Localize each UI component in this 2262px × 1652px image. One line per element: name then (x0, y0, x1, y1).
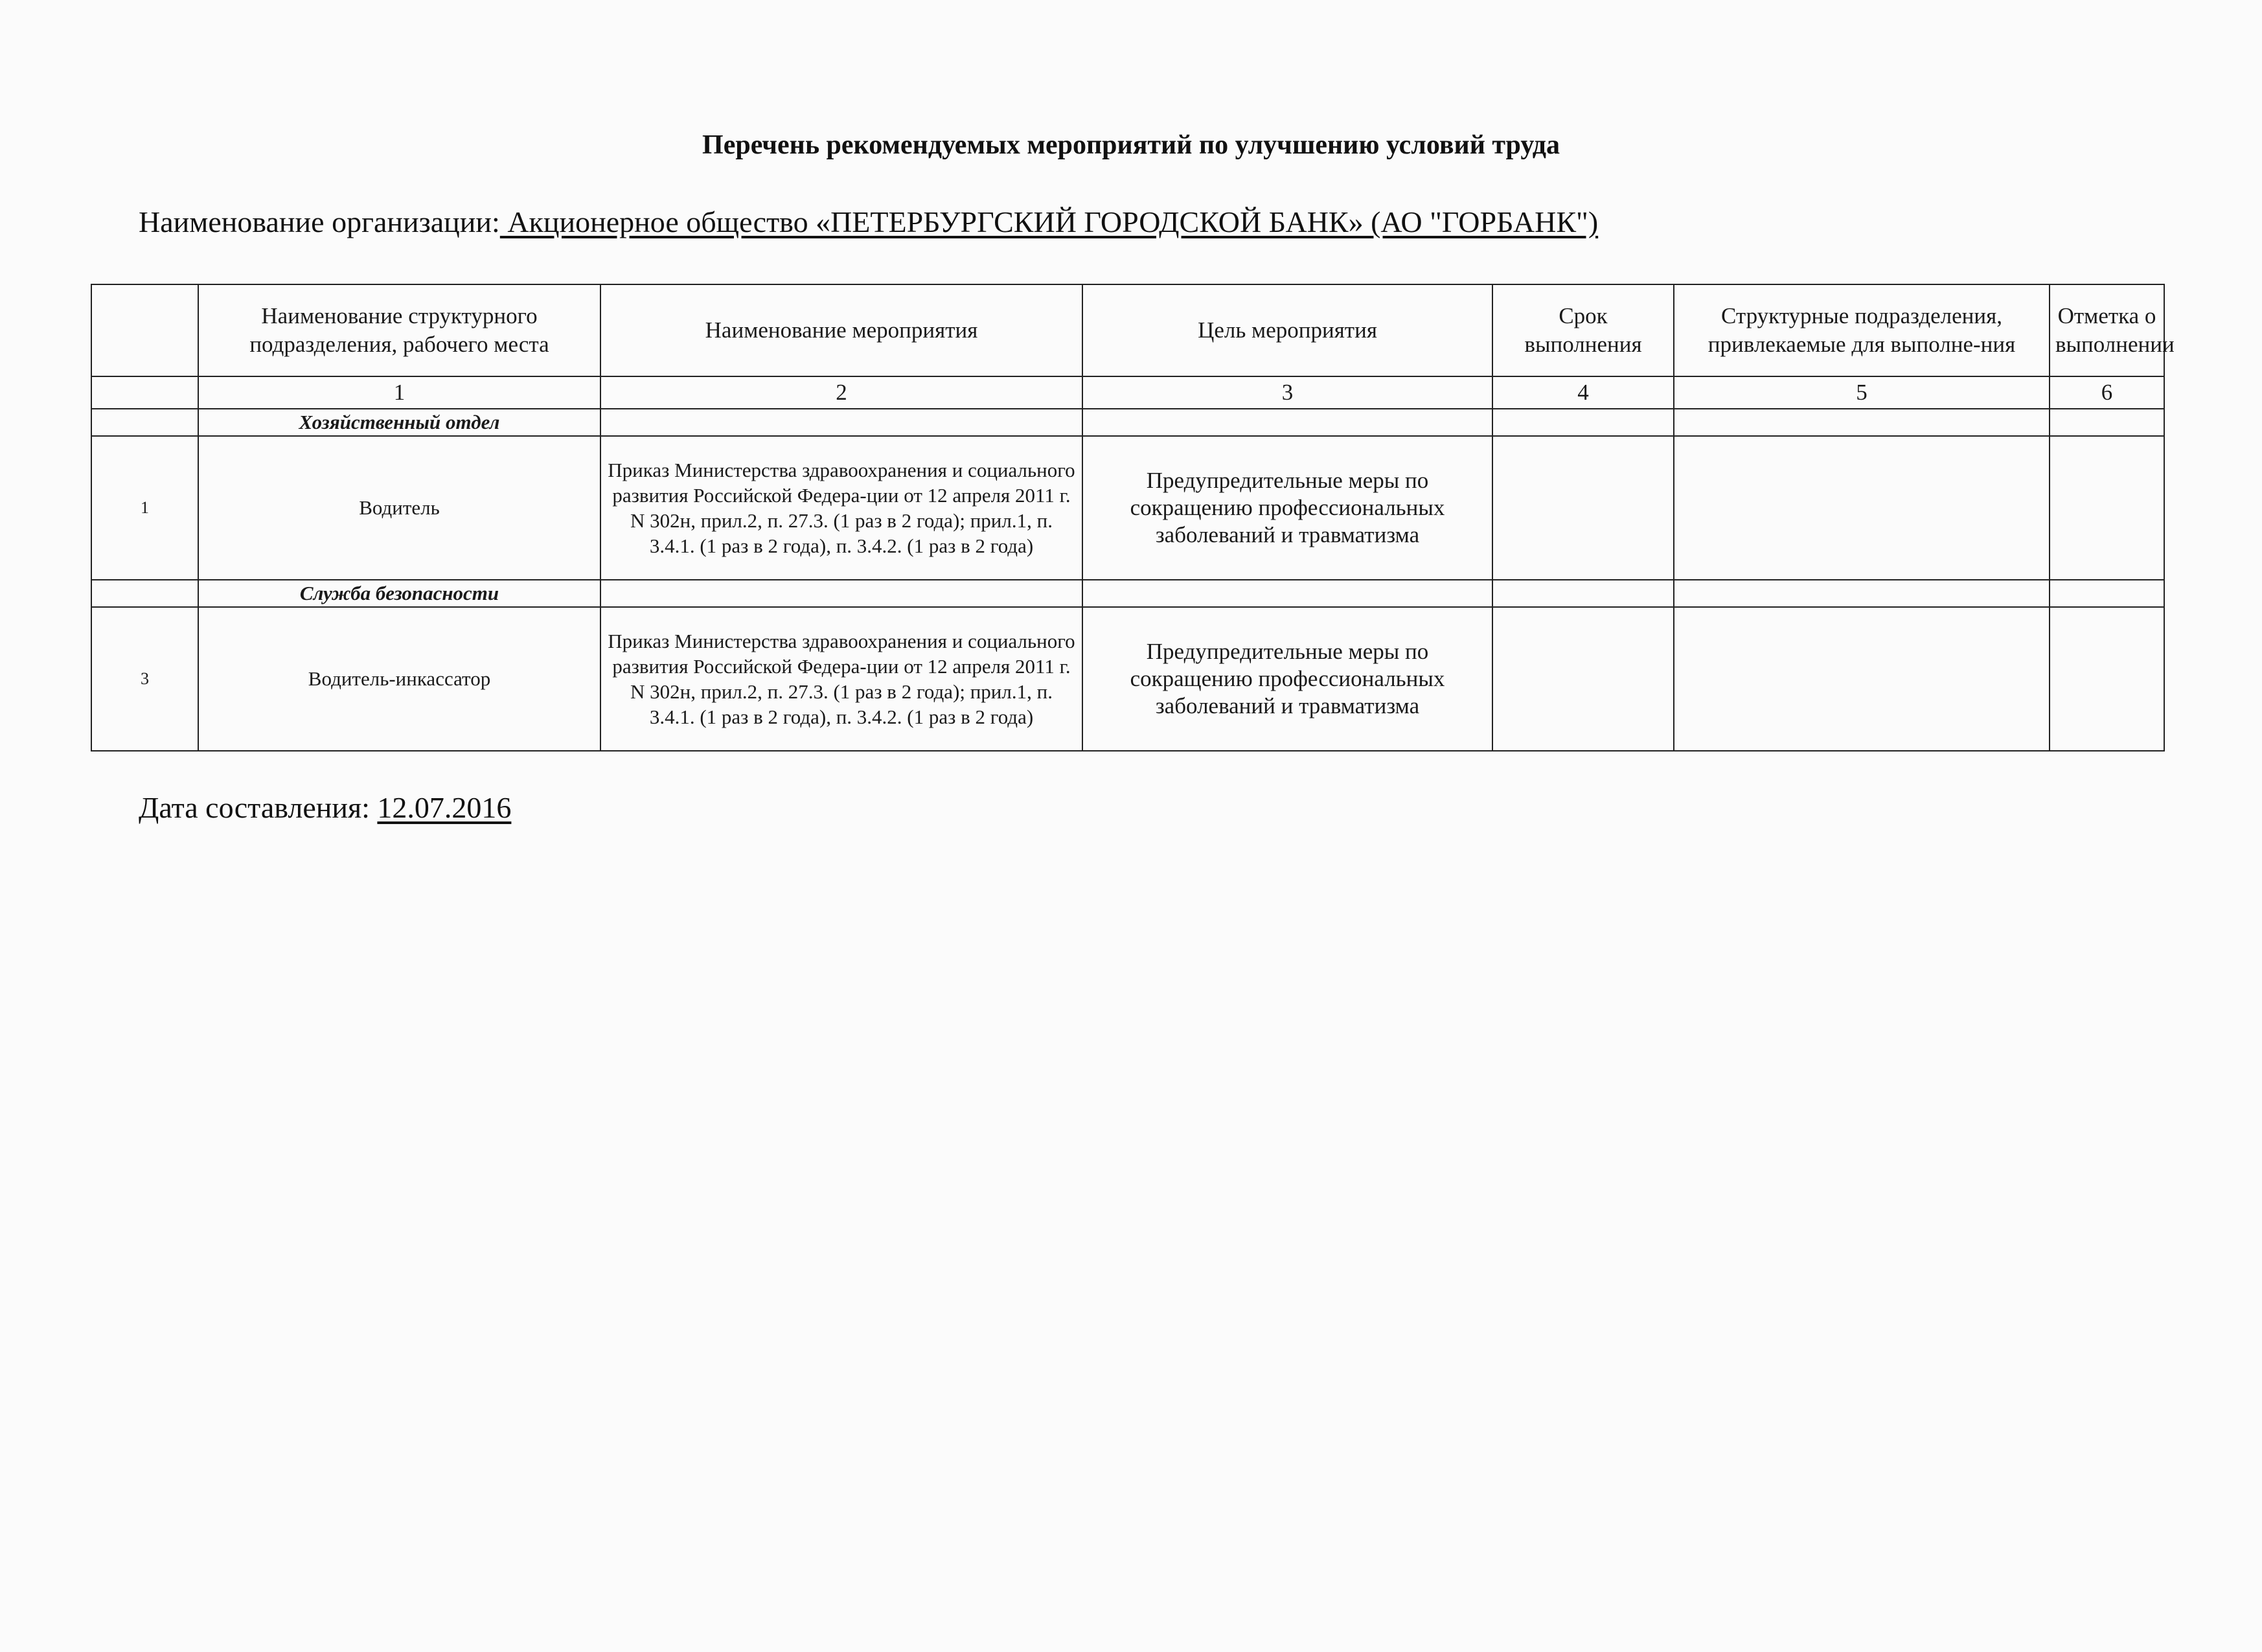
completion-mark-cell (2050, 607, 2164, 751)
workplace-name: Водитель (198, 436, 600, 580)
date-line (139, 790, 511, 825)
header-cell-departments: Структурные подразделения, привлекаемые для выполне-ния (1674, 284, 2050, 376)
header-cell-number (91, 284, 198, 376)
row-number: 1 (91, 436, 198, 580)
section-empty-cell (600, 409, 1082, 436)
section-empty-cell (1492, 409, 1674, 436)
date-value: 12.07.2016 (377, 791, 512, 824)
measure-text: Приказ Министерства здравоохранения и социального развития Российской Федера-ции от 12 апреля 2011 г. N 302н, прил.2, п. 27.3. (1 раз в 2 года); прил.1, п. 3.4.1. (1 раз в 2 года), п. 3.4.2. (1 раз в 2 года) (600, 607, 1082, 751)
section-empty-cell (1674, 580, 2050, 607)
workplace-name: Водитель-инкассатор (198, 607, 600, 751)
header-cell-goal: Цель мероприятия (1082, 284, 1492, 376)
section-name: Хозяйственный отдел (198, 409, 600, 436)
section-empty-cell (1082, 409, 1492, 436)
document-title: Перечень рекомендуемых мероприятий по улучшению условий труда (702, 130, 1560, 160)
section-empty-cell (600, 580, 1082, 607)
table-header-row (91, 284, 2164, 376)
completion-mark-cell (2050, 436, 2164, 580)
header-cell-unit: Наименование структурного подразделения, рабочего места (198, 284, 600, 376)
header-cell-mark: Отметка о выполнении (2050, 284, 2164, 376)
section-empty-cell (1082, 580, 1492, 607)
section-empty-cell (1674, 409, 2050, 436)
organization-label: Наименование организации: (139, 205, 500, 238)
measure-text: Приказ Министерства здравоохранения и социального развития Российской Федера-ции от 12 апреля 2011 г. N 302н, прил.2, п. 27.3. (1 раз в 2 года); прил.1, п. 3.4.1. (1 раз в 2 года), п. 3.4.2. (1 раз в 2 года) (600, 436, 1082, 580)
departments-cell (1674, 436, 2050, 580)
column-number: 4 (1492, 376, 1674, 409)
column-number: 1 (198, 376, 600, 409)
section-empty-cell (1492, 580, 1674, 607)
date-label: Дата составления: (139, 791, 370, 824)
departments-cell (1674, 607, 2050, 751)
deadline-cell (1492, 436, 1674, 580)
table-row (91, 607, 2164, 751)
section-row (91, 409, 2164, 436)
section-empty-cell (91, 409, 198, 436)
goal-text: Предупредительные меры по сокращению профессиональных заболеваний и травматизма (1082, 607, 1492, 751)
deadline-cell (1492, 607, 1674, 751)
section-row (91, 580, 2164, 607)
section-name: Служба безопасности (198, 580, 600, 607)
organization-name: Акционерное общество «ПЕТЕРБУРГСКИЙ ГОРОДСКОЙ БАНК» (АО "ГОРБАНК") (499, 205, 1599, 238)
column-number: 2 (600, 376, 1082, 409)
column-number: 5 (1674, 376, 2050, 409)
column-number: 6 (2050, 376, 2164, 409)
column-number (91, 376, 198, 409)
row-number: 3 (91, 607, 198, 751)
organization-line (139, 205, 1598, 239)
column-number: 3 (1082, 376, 1492, 409)
goal-text: Предупредительные меры по сокращению профессиональных заболеваний и травматизма (1082, 436, 1492, 580)
section-empty-cell (2050, 580, 2164, 607)
table-row (91, 436, 2164, 580)
header-cell-deadline: Срок выполнения (1492, 284, 1674, 376)
header-cell-measure: Наименование мероприятия (600, 284, 1082, 376)
section-empty-cell (2050, 409, 2164, 436)
column-number-row (91, 376, 2164, 409)
section-empty-cell (91, 580, 198, 607)
measures-table (91, 284, 2175, 751)
